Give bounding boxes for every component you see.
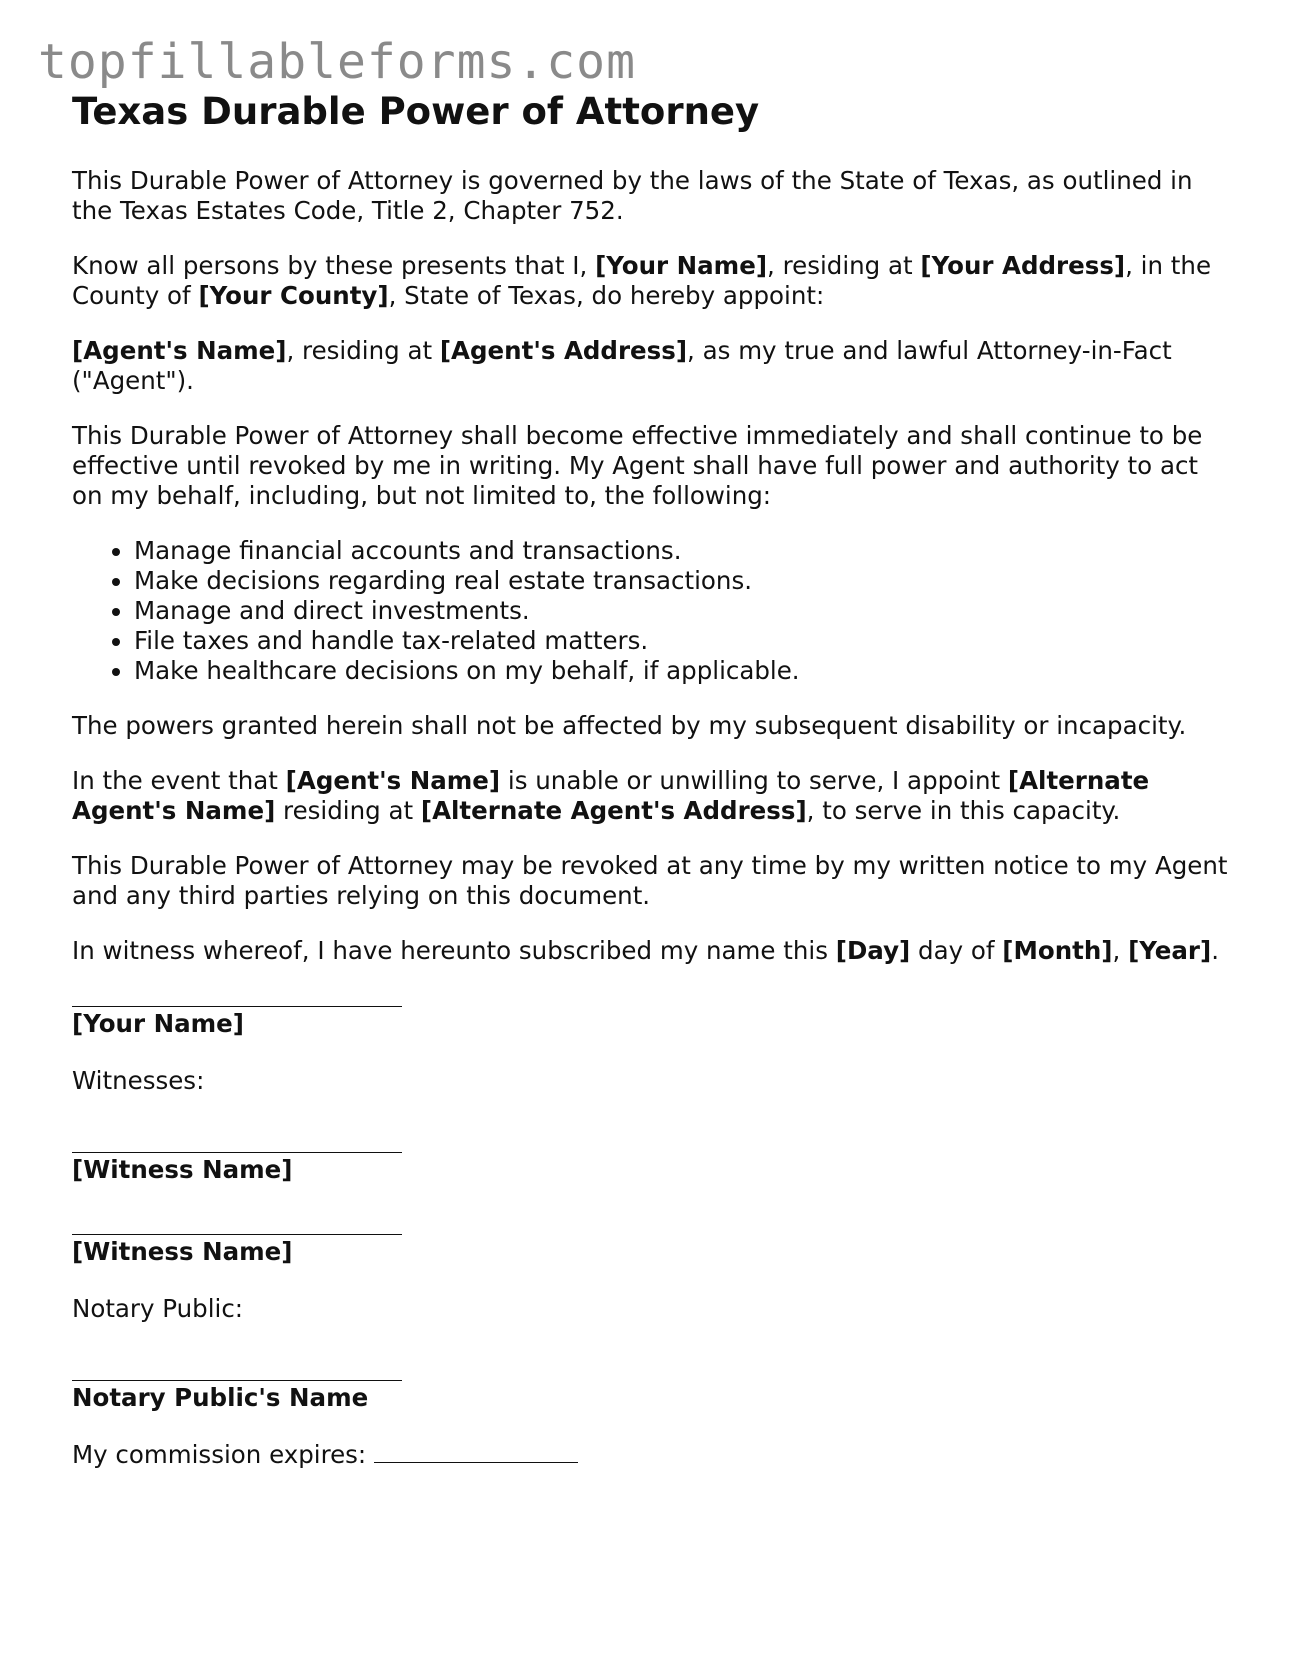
document-page	[72, 88, 1232, 1470]
witness-text-3: ,	[1112, 936, 1129, 965]
agent-address-field: [Agent's Address]	[439, 336, 688, 365]
alternate-text-1: In the event that	[72, 766, 286, 795]
your-name-field: [Your Name]	[595, 251, 768, 280]
witness-text-1: In witness whereof, I have hereunto subscribed my name this	[72, 936, 836, 965]
power-item: • Make healthcare decisions on my behalf, if applicable.	[134, 656, 1232, 686]
witness-text-4: .	[1211, 936, 1219, 965]
agent-text-2: , as my true and lawful Attorney-in-Fact ("Agent").	[72, 336, 1172, 395]
witness-clause-paragraph	[72, 936, 1232, 966]
power-item: • Manage and direct investments.	[134, 596, 1232, 626]
effective-paragraph: This Durable Power of Attorney shall become effective immediately and shall continue to be effective until revoked by me in writing. My Agent shall have full power and authority to act on my behalf, including, but not limited to, the following:	[72, 421, 1203, 510]
witnesses-label: Witnesses:	[72, 1066, 205, 1095]
alternate-text-2: is unable or unwilling to serve, I appoint	[500, 766, 1008, 795]
alternate-text-4: , to serve in this capacity.	[806, 796, 1121, 825]
agent-text-1: , residing at	[286, 336, 440, 365]
notary-name-label: Notary Public's Name	[72, 1383, 369, 1412]
notary-label: Notary Public:	[72, 1294, 244, 1323]
alternate-agent-name-field: [Alternate Agent's Name]	[72, 766, 1150, 825]
powers-list	[72, 536, 1232, 686]
witness1-name-label: [Witness Name]	[72, 1155, 293, 1184]
day-field: [Day]	[835, 936, 911, 965]
witness2-name-label: [Witness Name]	[72, 1237, 293, 1266]
principal-name-label: [Your Name]	[72, 1009, 244, 1038]
commission-date-line[interactable]	[374, 1440, 578, 1463]
appointment-text-3: , in the County of	[72, 251, 1212, 310]
intro-paragraph: This Durable Power of Attorney is governed by the laws of the State of Texas, as outlined in the Texas Estates Code, Title 2, Chapter 752.	[72, 166, 1193, 225]
watermark-text: topfillableforms.com	[38, 34, 636, 90]
durability-paragraph: The powers granted herein shall not be affected by my subsequent disability or incapacity.	[72, 711, 1187, 740]
appointment-text-1: Know all persons by these presents that I,	[72, 251, 596, 280]
alternate-agent-address-field: [Alternate Agent's Address]	[420, 796, 807, 825]
document-title: Texas Durable Power of Attorney	[72, 90, 760, 133]
commission-expires	[72, 1440, 1232, 1470]
alternate-text-3: residing at	[275, 796, 421, 825]
appointment-text-4: , State of Texas, do hereby appoint:	[388, 281, 825, 310]
witness-text-2: day of	[910, 936, 1003, 965]
power-item: • File taxes and handle tax-related matters.	[134, 626, 1232, 656]
your-address-field: [Your Address]	[920, 251, 1126, 280]
appointment-text-2: , residing at	[767, 251, 921, 280]
revocation-paragraph: This Durable Power of Attorney may be revoked at any time by my written notice to my Agent and any third parties relying on this document.	[72, 851, 1228, 910]
year-field: [Year]	[1128, 936, 1212, 965]
month-field: [Month]	[1002, 936, 1113, 965]
appointment-paragraph	[72, 251, 1232, 311]
agent-paragraph	[72, 336, 1232, 396]
alternate-agent-paragraph	[72, 766, 1232, 826]
power-item: • Make decisions regarding real estate transactions.	[134, 566, 1232, 596]
commission-label: My commission expires:	[72, 1440, 367, 1469]
power-item: • Manage financial accounts and transactions.	[134, 536, 1232, 566]
your-county-field: [Your County]	[198, 281, 389, 310]
alternate-agent-ref: [Agent's Name]	[285, 766, 501, 795]
signature-section	[72, 1006, 1232, 1470]
agent-name-field: [Agent's Name]	[72, 336, 287, 365]
